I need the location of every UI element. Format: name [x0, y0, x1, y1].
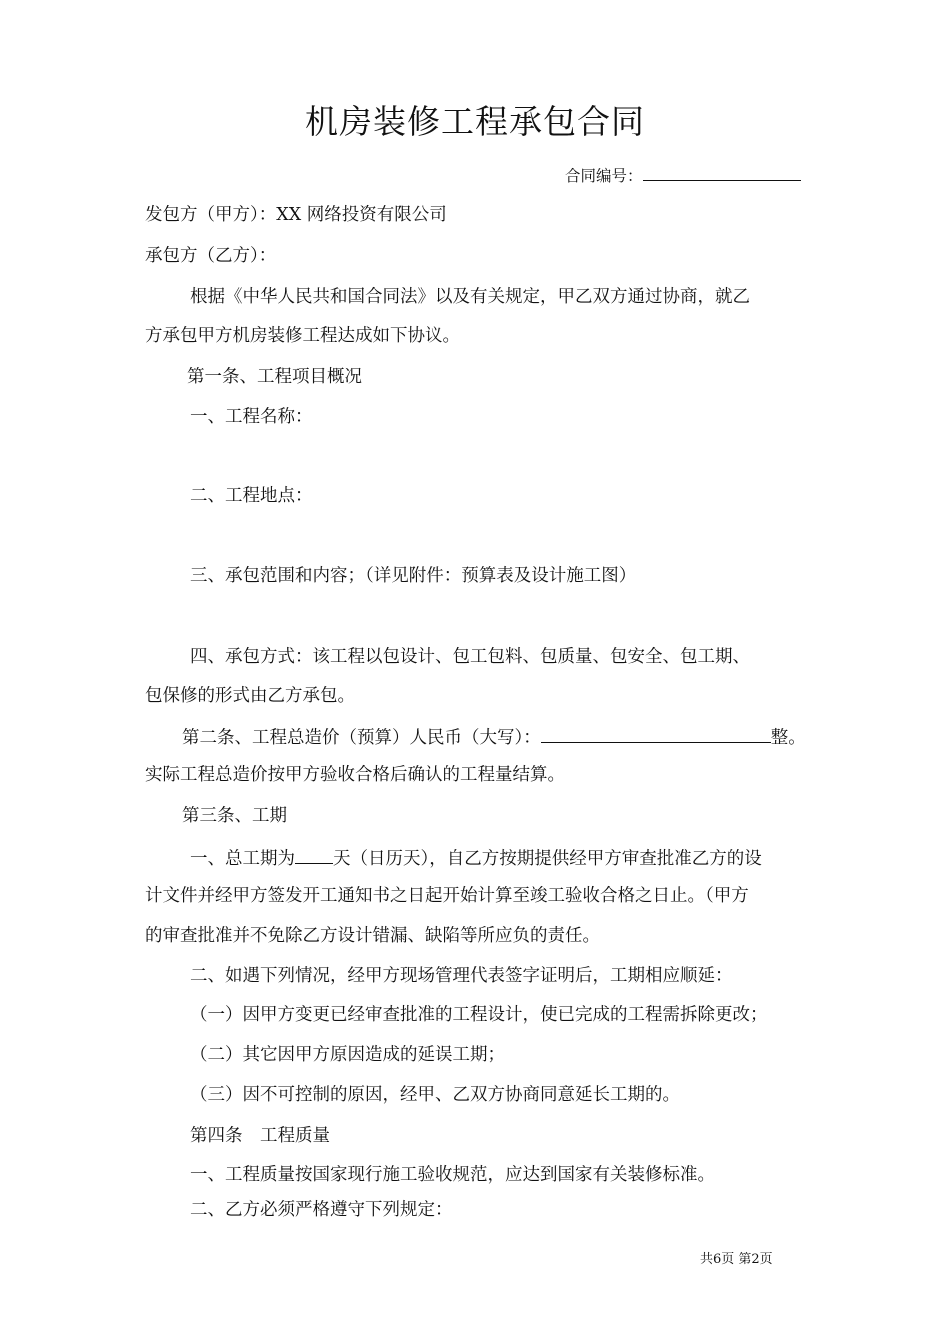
article-1-item-3: 三、承包范围和内容；（详见附件：预算表及设计施工图）	[190, 566, 637, 586]
article-4-item-2: 二、乙方必须严格遵守下列规定：	[190, 1200, 453, 1220]
article-3-title: 第三条、工期	[182, 806, 287, 826]
party-a: 发包方（甲方）：XX 网络投资有限公司	[145, 205, 447, 225]
intro-line-2: 方承包甲方机房装修工程达成如下协议。	[145, 326, 460, 346]
intro-line-1: 根据《中华人民共和国合同法》以及有关规定，甲乙双方通过协商，就乙	[190, 287, 750, 307]
contract-number	[565, 162, 801, 188]
article-1-item-1: 一、工程名称：	[190, 407, 313, 427]
article-2-line-2: 实际工程总造价按甲方验收合格后确认的工程量结算。	[145, 765, 565, 785]
article-3-item-1-prefix: 一、总工期为	[190, 849, 295, 869]
duration-blank	[295, 845, 333, 864]
document-title: 机房装修工程承包合同	[305, 102, 645, 141]
article-2-suffix: 整。	[770, 728, 806, 748]
article-2-line-1	[182, 724, 806, 750]
article-3-item-1-line-2: 计文件并经甲方签发开工通知书之日起开始计算至竣工验收合格之日止。（甲方	[145, 886, 749, 906]
article-4-item-1: 一、工程质量按国家现行施工验收规范，应达到国家有关装修标准。	[190, 1165, 715, 1185]
article-1-item-4-line-2: 包保修的形式由乙方承包。	[145, 686, 355, 706]
article-3-item-1-suffix: 天（日历天），自乙方按期提供经甲方审查批准乙方的设	[333, 849, 762, 869]
article-4-title: 第四条 工程质量	[190, 1126, 330, 1146]
price-blank	[541, 724, 771, 743]
article-2-prefix: 第二条、工程总造价（预算）人民币（大写）：	[182, 728, 541, 748]
article-3-item-1-line-1	[190, 845, 762, 871]
article-3-item-2: 二、如遇下列情况，经甲方现场管理代表签字证明后，工期相应顺延：	[190, 966, 733, 986]
article-3-item-1-line-3: 的审查批准并不免除乙方设计错漏、缺陷等所应负的责任。	[145, 926, 600, 946]
article-3-sub-2: （二）其它因甲方原因造成的延误工期；	[190, 1045, 505, 1065]
party-b: 承包方（乙方）：	[145, 246, 277, 266]
contract-number-blank	[643, 162, 801, 181]
page-footer: 共6页 第2页	[700, 1252, 773, 1267]
article-1-title: 第一条、工程项目概况	[187, 367, 362, 387]
article-1-item-2: 二、工程地点：	[190, 486, 313, 506]
article-3-sub-1: （一）因甲方变更已经审查批准的工程设计，使已完成的工程需拆除更改；	[190, 1005, 768, 1025]
article-3-sub-3: （三）因不可控制的原因，经甲、乙双方协商同意延长工期的。	[190, 1085, 680, 1105]
article-1-item-4-line-1: 四、承包方式：该工程以包设计、包工包料、包质量、包安全、包工期、	[190, 647, 750, 667]
contract-number-label: 合同编号：	[565, 167, 643, 185]
